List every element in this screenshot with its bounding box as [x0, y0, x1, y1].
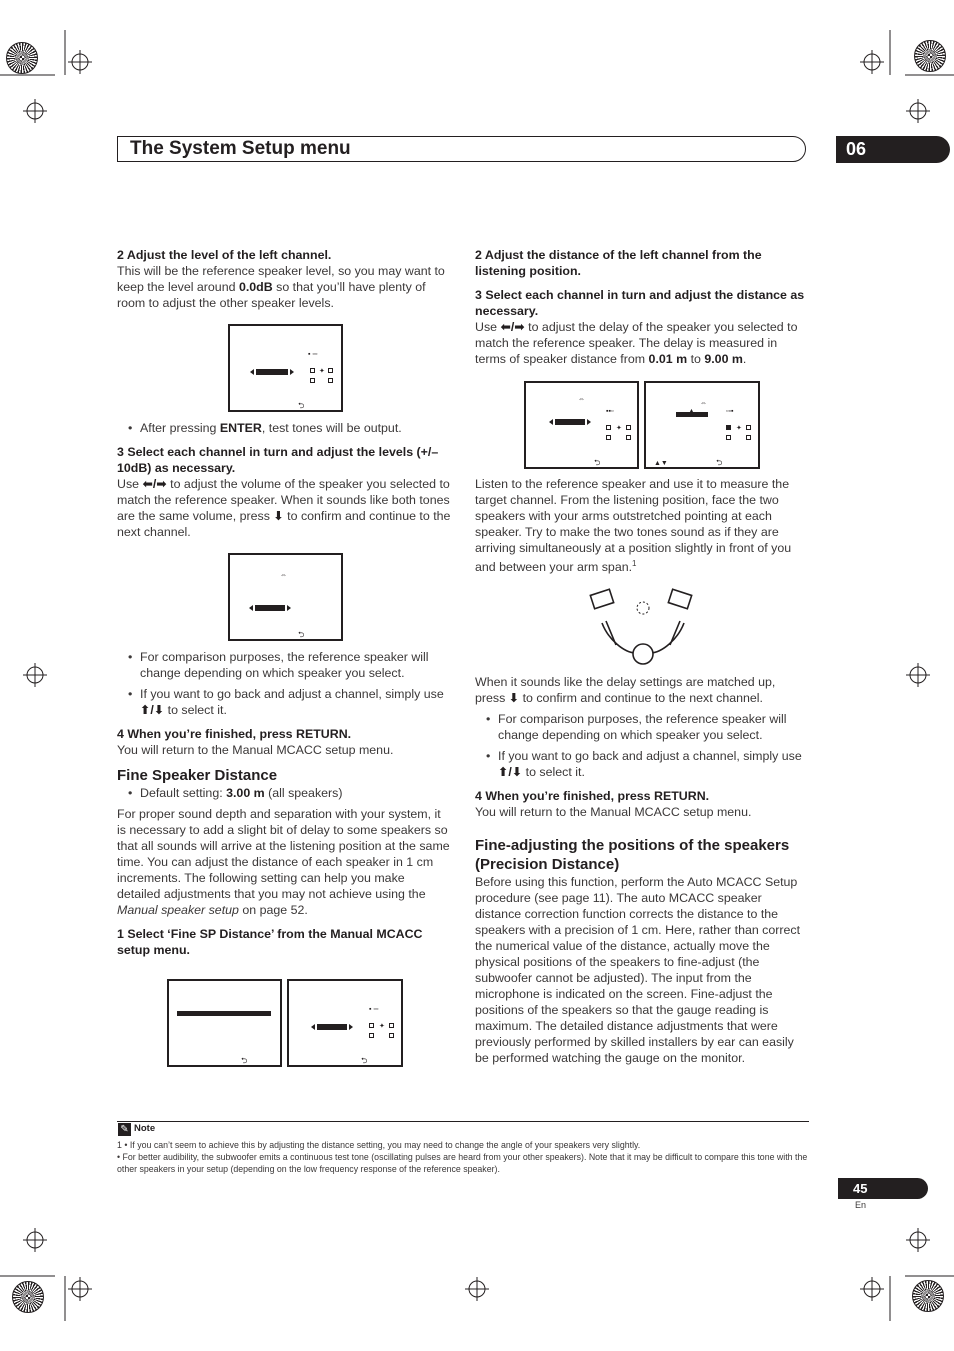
note-label: Note — [134, 1123, 156, 1134]
bullet-item: • Default setting: 3.00 m (all speakers) — [117, 785, 451, 801]
bullet-item: • After pressing ENTER, test tones will be output. — [117, 420, 451, 436]
osd-screen-distance-channel: ⇔ ▫▫▪ ✦ ▲▼ ⮌ — [644, 381, 760, 469]
osd-screen-level-channel: ⇔ ⮌ — [228, 553, 343, 641]
listener-diagram — [588, 587, 698, 667]
page-title: The System Setup menu — [130, 138, 351, 159]
osd-screen-fine-sp-distance: ▪ ▫▫ ✦ ⮌ — [287, 979, 403, 1067]
body-paragraph: Use ⬅/➡ to adjust the volume of the speaker you selected to match the reference speaker. When it sounds like both tones are the same volume, press ⬇ to confirm and continue to the next channel. — [117, 477, 451, 539]
right-column-mid — [475, 476, 809, 575]
right-column-top — [475, 247, 809, 367]
step-heading: 4 When you’re finished, press RETURN. — [475, 789, 710, 803]
left-column-top — [117, 247, 451, 311]
left-column-mid — [117, 420, 451, 540]
chapter-tab: 06 — [836, 136, 950, 163]
body-paragraph: You will return to the Manual MCACC setup menu. — [475, 805, 752, 819]
section-heading: Fine-adjusting the positions of the speakers (Precision Distance) — [475, 837, 790, 873]
body-paragraph: For proper sound depth and separation with your system, it is necessary to add a slight bit of delay to some speakers so that all sounds will arrive at the listening position at the same time. You can adjust the distance of each speaker in 1 cm increments. The following setting can help you make detailed adjustments that you may not achieve using the Manual speaker setup on page 52. — [117, 807, 450, 917]
step-heading: 3 Select each channel in turn and adjust the levels (+/–10dB) as necessary. — [117, 445, 439, 475]
bullet-item: • If you want to go back and adjust a channel, simply use ⬆/⬇ to select it. — [475, 748, 809, 780]
note-line: • For better audibility, the subwoofer emits a continuous test tone (oscillating pulses are heard from your other speakers). Note that it may be difficult to compare this tone with the other speakers in your setup (depending on the low frequency response of the reference speaker). — [117, 1152, 808, 1174]
bullet-item: • If you want to go back and adjust a channel, simply use ⬆/⬇ to select it. — [117, 686, 451, 718]
step-heading: 3 Select each channel in turn and adjust the distance as necessary. — [475, 288, 805, 318]
note-line: 1 • If you can’t seem to achieve this by adjusting the distance setting, you may need to change the angle of your speakers very slightly. — [117, 1140, 641, 1150]
note-text — [117, 1139, 809, 1175]
step-heading: 2 Adjust the level of the left channel. — [117, 248, 332, 262]
language-code: En — [855, 1200, 867, 1210]
step-heading: 2 Adjust the distance of the left channel from the listening position. — [475, 248, 762, 278]
left-column-lower — [117, 649, 451, 958]
body-paragraph: Use ⬅/➡ to adjust the delay of the speaker you selected to match the reference speaker. The delay is measured in terms of speaker distance from 0.01 m to 9.00 m. — [475, 320, 798, 366]
body-paragraph: Before using this function, perform the Auto MCACC Setup procedure (see page 11). The auto MCACC speaker distance correction function corrects the distance to the speakers with a precision of 1 cm. Here, rather than correct the numerical value of the distance, actually move the physical positions of the speakers to fine-adjust (the subwoofer cannot be adjusted). The input from the microphone is indicated on the screen. Fine-adjust the positions of the speakers so that the gauge reading is maximum. The detailed distance adjustments that were previously performed by skilled installers by ear can easily be performed watching the gauge on the monitor. — [475, 875, 801, 1065]
body-paragraph: Listen to the reference speaker and use it to measure the target channel. From the listening position, face the two speakers with your arms outstretched pointing at each speaker. Try to make the two tones sound as if they are arriving simultaneously at a position slightly in front of you and between your arm span.$^1$ — [475, 477, 792, 575]
osd-screen-level-left: ▪ ▫▫ ✦ ⮌ — [228, 324, 343, 412]
step-heading: 4 When you’re finished, press RETURN. — [117, 727, 352, 741]
body-paragraph: This will be the reference speaker level, so you may want to keep the level around 0.0dB so that you’ll have plenty of room to adjust the other speaker levels. — [117, 264, 445, 310]
osd-screen-distance-left: ⇔ ▪▪▫ ✦ ⮌ — [524, 381, 639, 469]
body-paragraph: When it sounds like the delay settings are matched up, press ⬇ to confirm and continue to the next channel. — [475, 675, 776, 705]
note-icon: ✎ — [118, 1123, 131, 1136]
bullet-item: • For comparison purposes, the reference speaker will change depending on which speaker you select. — [475, 711, 809, 743]
section-heading: Fine Speaker Distance — [117, 767, 278, 784]
osd-screen-mcacc-menu: ⮌ — [167, 979, 282, 1067]
step-heading: 1 Select ‘Fine SP Distance’ from the Manual MCACC setup menu. — [117, 927, 423, 957]
right-column-lower — [475, 674, 809, 1066]
bullet-item: • For comparison purposes, the reference speaker will change depending on which speaker you select. — [117, 649, 451, 681]
note-divider — [117, 1121, 809, 1122]
body-paragraph: You will return to the Manual MCACC setup menu. — [117, 743, 394, 757]
page-number: 45 — [838, 1178, 928, 1199]
